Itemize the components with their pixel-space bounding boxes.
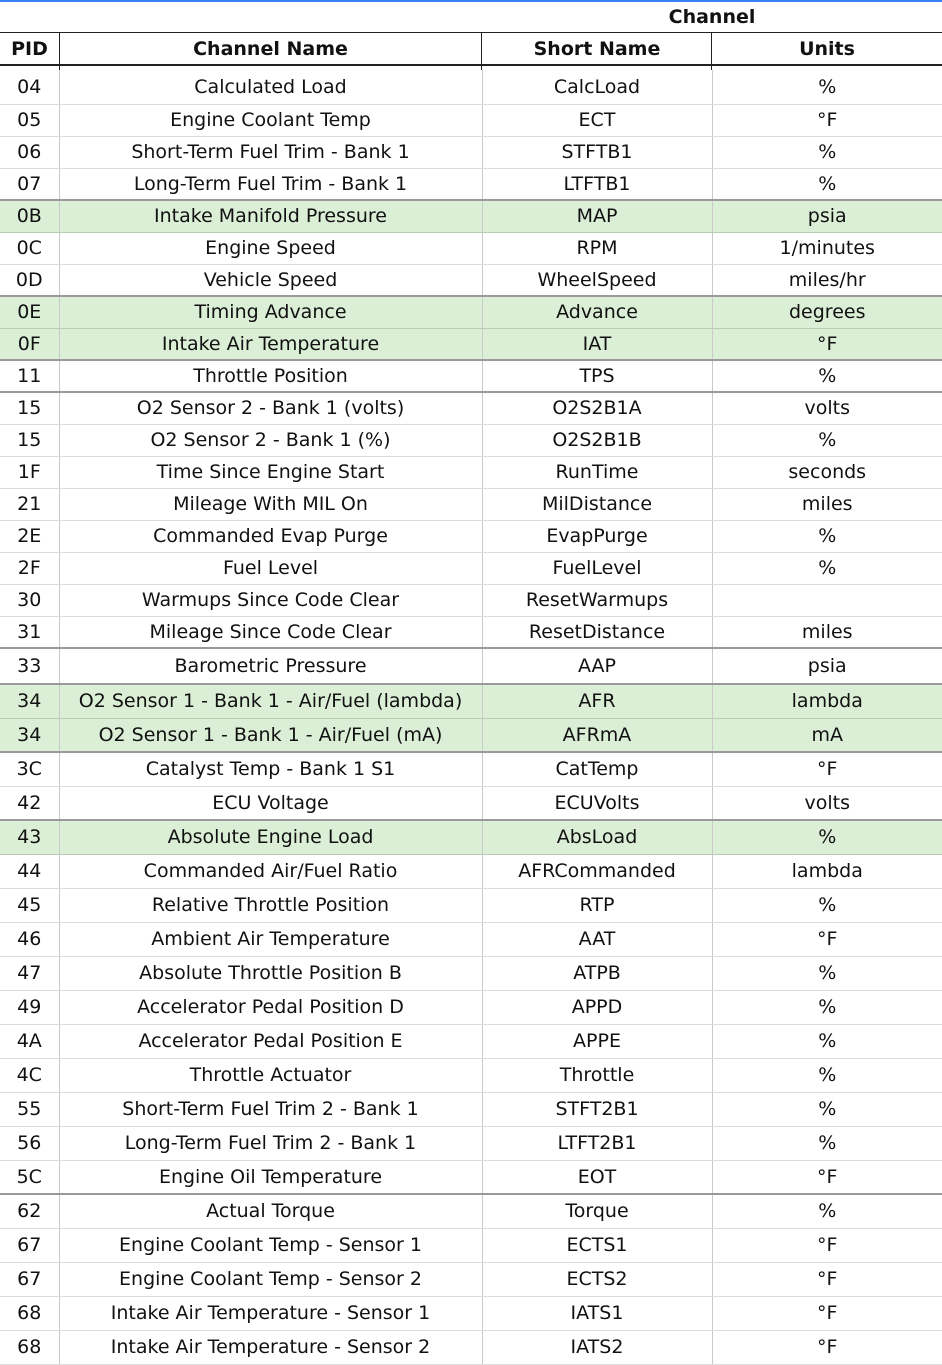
cell-units[interactable]: % bbox=[712, 888, 942, 922]
cell-units[interactable]: °F bbox=[712, 1228, 942, 1262]
header-divider bbox=[59, 32, 60, 70]
cell-pid[interactable]: 31 bbox=[0, 616, 59, 648]
cell-channel-name[interactable]: ECU Voltage bbox=[59, 786, 482, 820]
cell-pid[interactable]: 06 bbox=[0, 136, 59, 168]
cell-channel-name[interactable]: Accelerator Pedal Position E bbox=[59, 1024, 482, 1058]
cell-short-name[interactable]: STFTB1 bbox=[482, 136, 712, 168]
table-row bbox=[0, 990, 942, 1024]
cell-channel-name[interactable]: Engine Speed bbox=[59, 232, 482, 264]
cell-pid[interactable]: 21 bbox=[0, 488, 59, 520]
cell-channel-name[interactable]: Barometric Pressure bbox=[59, 648, 482, 684]
cell-channel-name[interactable]: Fuel Level bbox=[59, 552, 482, 584]
cell-units[interactable]: % bbox=[712, 990, 942, 1024]
table-row bbox=[0, 328, 942, 360]
cell-channel-name[interactable]: Throttle Position bbox=[59, 360, 482, 392]
table-row bbox=[0, 584, 942, 616]
cell-short-name[interactable]: EvapPurge bbox=[482, 520, 712, 552]
table-row bbox=[0, 520, 942, 552]
table-row bbox=[0, 956, 942, 990]
cell-short-name[interactable]: Advance bbox=[482, 296, 712, 328]
column-header-pid[interactable]: PID bbox=[0, 32, 59, 66]
cell-channel-name[interactable]: Vehicle Speed bbox=[59, 264, 482, 296]
cell-short-name[interactable]: LTFTB1 bbox=[482, 168, 712, 200]
cell-short-name[interactable]: CatTemp bbox=[482, 752, 712, 786]
cell-short-name[interactable]: AbsLoad bbox=[482, 820, 712, 854]
table-row bbox=[0, 888, 942, 922]
table-row bbox=[0, 360, 942, 392]
cell-short-name[interactable]: AAP bbox=[482, 648, 712, 684]
cell-units[interactable]: % bbox=[712, 424, 942, 456]
cell-channel-name[interactable]: Intake Air Temperature bbox=[59, 328, 482, 360]
cell-short-name[interactable]: EOT bbox=[482, 1160, 712, 1194]
cell-pid[interactable]: 2F bbox=[0, 552, 59, 584]
cell-channel-name[interactable]: O2 Sensor 2 - Bank 1 (%) bbox=[59, 424, 482, 456]
table-row bbox=[0, 616, 942, 648]
cell-units[interactable]: degrees bbox=[712, 296, 942, 328]
cell-pid[interactable]: 0B bbox=[0, 200, 59, 232]
cell-short-name[interactable]: ResetDistance bbox=[482, 616, 712, 648]
cell-pid[interactable]: 45 bbox=[0, 888, 59, 922]
cell-channel-name[interactable]: Short-Term Fuel Trim 2 - Bank 1 bbox=[59, 1092, 482, 1126]
cell-short-name[interactable]: LTFT2B1 bbox=[482, 1126, 712, 1160]
cell-units[interactable]: °F bbox=[712, 1296, 942, 1330]
cell-units[interactable]: % bbox=[712, 360, 942, 392]
cell-channel-name[interactable]: Time Since Engine Start bbox=[59, 456, 482, 488]
cell-short-name[interactable]: TPS bbox=[482, 360, 712, 392]
cell-channel-name[interactable]: Warmups Since Code Clear bbox=[59, 584, 482, 616]
cell-units[interactable]: volts bbox=[712, 392, 942, 424]
cell-channel-name[interactable]: Short-Term Fuel Trim - Bank 1 bbox=[59, 136, 482, 168]
cell-channel-name[interactable]: O2 Sensor 1 - Bank 1 - Air/Fuel (lambda) bbox=[59, 684, 482, 718]
cell-short-name[interactable]: IATS2 bbox=[482, 1330, 712, 1364]
cell-channel-name[interactable]: Accelerator Pedal Position D bbox=[59, 990, 482, 1024]
cell-units[interactable] bbox=[712, 584, 942, 616]
cell-short-name[interactable]: WheelSpeed bbox=[482, 264, 712, 296]
cell-units[interactable]: miles bbox=[712, 488, 942, 520]
table-row bbox=[0, 264, 942, 296]
cell-pid[interactable]: 67 bbox=[0, 1228, 59, 1262]
cell-units[interactable]: °F bbox=[712, 104, 942, 136]
cell-short-name[interactable]: IAT bbox=[482, 328, 712, 360]
table-row bbox=[0, 1126, 942, 1160]
cell-units[interactable]: °F bbox=[712, 1330, 942, 1364]
header-divider bbox=[481, 32, 482, 70]
table-row bbox=[0, 820, 942, 854]
cell-units[interactable]: miles/hr bbox=[712, 264, 942, 296]
cell-units[interactable]: °F bbox=[712, 752, 942, 786]
cell-short-name[interactable]: ATPB bbox=[482, 956, 712, 990]
cell-units[interactable]: volts bbox=[712, 786, 942, 820]
cell-units[interactable]: % bbox=[712, 1024, 942, 1058]
cell-pid[interactable]: 47 bbox=[0, 956, 59, 990]
cell-short-name[interactable]: Throttle bbox=[482, 1058, 712, 1092]
cell-pid[interactable]: 46 bbox=[0, 922, 59, 956]
cell-units[interactable]: °F bbox=[712, 1262, 942, 1296]
cell-pid[interactable]: 68 bbox=[0, 1330, 59, 1364]
table-row bbox=[0, 1228, 942, 1262]
table-row bbox=[0, 488, 942, 520]
cell-short-name[interactable]: O2S2B1A bbox=[482, 392, 712, 424]
cell-channel-name[interactable]: Long-Term Fuel Trim 2 - Bank 1 bbox=[59, 1126, 482, 1160]
cell-pid[interactable]: 2E bbox=[0, 520, 59, 552]
table-row bbox=[0, 1330, 942, 1364]
cell-units[interactable]: % bbox=[712, 1126, 942, 1160]
cell-units[interactable]: lambda bbox=[712, 684, 942, 718]
cell-units[interactable]: miles bbox=[712, 616, 942, 648]
cell-pid[interactable]: 30 bbox=[0, 584, 59, 616]
table-row bbox=[0, 552, 942, 584]
cell-units[interactable]: seconds bbox=[712, 456, 942, 488]
cell-pid[interactable]: 4C bbox=[0, 1058, 59, 1092]
cell-channel-name[interactable]: Ambient Air Temperature bbox=[59, 922, 482, 956]
cell-short-name[interactable]: ECTS1 bbox=[482, 1228, 712, 1262]
cell-channel-name[interactable]: Commanded Evap Purge bbox=[59, 520, 482, 552]
cell-pid[interactable]: 3C bbox=[0, 752, 59, 786]
table-row bbox=[0, 718, 942, 752]
cell-pid[interactable]: 1F bbox=[0, 456, 59, 488]
cell-channel-name[interactable]: Engine Coolant Temp - Sensor 1 bbox=[59, 1228, 482, 1262]
cell-channel-name[interactable]: Intake Air Temperature - Sensor 2 bbox=[59, 1330, 482, 1364]
header-divider bbox=[711, 32, 712, 70]
table-row bbox=[0, 786, 942, 820]
cell-pid[interactable]: 5C bbox=[0, 1160, 59, 1194]
cell-short-name[interactable]: AFRCommanded bbox=[482, 854, 712, 888]
table-row bbox=[0, 1160, 942, 1194]
cell-channel-name[interactable]: Relative Throttle Position bbox=[59, 888, 482, 922]
cell-pid[interactable]: 55 bbox=[0, 1092, 59, 1126]
cell-units[interactable]: % bbox=[712, 820, 942, 854]
cell-channel-name[interactable]: Actual Torque bbox=[59, 1194, 482, 1228]
channel-table bbox=[0, 70, 942, 1365]
cell-short-name[interactable]: APPD bbox=[482, 990, 712, 1024]
cell-channel-name[interactable]: Intake Air Temperature - Sensor 1 bbox=[59, 1296, 482, 1330]
cell-channel-name[interactable]: Absolute Throttle Position B bbox=[59, 956, 482, 990]
cell-short-name[interactable]: AAT bbox=[482, 922, 712, 956]
cell-pid[interactable]: 15 bbox=[0, 392, 59, 424]
cell-units[interactable]: % bbox=[712, 520, 942, 552]
cell-short-name[interactable]: RunTime bbox=[482, 456, 712, 488]
cell-channel-name[interactable]: Intake Manifold Pressure bbox=[59, 200, 482, 232]
cell-channel-name[interactable]: O2 Sensor 2 - Bank 1 (volts) bbox=[59, 392, 482, 424]
cell-pid[interactable]: 0F bbox=[0, 328, 59, 360]
column-header-short-name[interactable]: Short Name bbox=[482, 32, 712, 66]
cell-units[interactable]: psia bbox=[712, 200, 942, 232]
cell-units[interactable]: °F bbox=[712, 1160, 942, 1194]
cell-channel-name[interactable]: Engine Coolant Temp bbox=[59, 104, 482, 136]
table-row bbox=[0, 1092, 942, 1126]
table-row bbox=[0, 1194, 942, 1228]
table-row bbox=[0, 456, 942, 488]
cell-pid[interactable]: 34 bbox=[0, 684, 59, 718]
cell-pid[interactable]: 4A bbox=[0, 1024, 59, 1058]
cell-short-name[interactable]: RTP bbox=[482, 888, 712, 922]
cell-short-name[interactable]: ECT bbox=[482, 104, 712, 136]
cell-short-name[interactable]: CalcLoad bbox=[482, 70, 712, 104]
cell-channel-name[interactable]: Commanded Air/Fuel Ratio bbox=[59, 854, 482, 888]
cell-pid[interactable]: 0E bbox=[0, 296, 59, 328]
column-header-units[interactable]: Units bbox=[712, 32, 942, 66]
table-row bbox=[0, 136, 942, 168]
cell-units[interactable]: lambda bbox=[712, 854, 942, 888]
table-row bbox=[0, 1262, 942, 1296]
cell-units[interactable]: % bbox=[712, 956, 942, 990]
cell-channel-name[interactable]: Mileage Since Code Clear bbox=[59, 616, 482, 648]
cell-units[interactable]: % bbox=[712, 1058, 942, 1092]
cell-pid[interactable]: 67 bbox=[0, 1262, 59, 1296]
cell-pid[interactable]: 05 bbox=[0, 104, 59, 136]
cell-channel-name[interactable]: Mileage With MIL On bbox=[59, 488, 482, 520]
cell-units[interactable]: % bbox=[712, 168, 942, 200]
cell-pid[interactable]: 62 bbox=[0, 1194, 59, 1228]
cell-units[interactable]: mA bbox=[712, 718, 942, 752]
table-row bbox=[0, 296, 942, 328]
cell-pid[interactable]: 49 bbox=[0, 990, 59, 1024]
table-row bbox=[0, 648, 942, 684]
cell-channel-name[interactable]: Calculated Load bbox=[59, 70, 482, 104]
cell-pid[interactable]: 11 bbox=[0, 360, 59, 392]
cell-short-name[interactable]: RPM bbox=[482, 232, 712, 264]
table-row bbox=[0, 1296, 942, 1330]
cell-pid[interactable]: 43 bbox=[0, 820, 59, 854]
cell-units[interactable]: % bbox=[712, 1194, 942, 1228]
cell-short-name[interactable]: IATS1 bbox=[482, 1296, 712, 1330]
cell-channel-name[interactable]: O2 Sensor 1 - Bank 1 - Air/Fuel (mA) bbox=[59, 718, 482, 752]
table-row bbox=[0, 424, 942, 456]
table-row bbox=[0, 1024, 942, 1058]
cell-channel-name[interactable]: Absolute Engine Load bbox=[59, 820, 482, 854]
cell-units[interactable]: psia bbox=[712, 648, 942, 684]
cell-pid[interactable]: 07 bbox=[0, 168, 59, 200]
cell-pid[interactable]: 15 bbox=[0, 424, 59, 456]
cell-short-name[interactable]: AFR bbox=[482, 684, 712, 718]
table-row bbox=[0, 854, 942, 888]
cell-units[interactable]: 1/minutes bbox=[712, 232, 942, 264]
cell-channel-name[interactable]: Long-Term Fuel Trim - Bank 1 bbox=[59, 168, 482, 200]
table-row bbox=[0, 1058, 942, 1092]
cell-channel-name[interactable]: Timing Advance bbox=[59, 296, 482, 328]
table-row bbox=[0, 70, 942, 104]
cell-pid[interactable]: 0D bbox=[0, 264, 59, 296]
table-row bbox=[0, 684, 942, 718]
cell-short-name[interactable]: MAP bbox=[482, 200, 712, 232]
cell-units[interactable]: % bbox=[712, 136, 942, 168]
cell-short-name[interactable]: MilDistance bbox=[482, 488, 712, 520]
table-row bbox=[0, 392, 942, 424]
cell-short-name[interactable]: Torque bbox=[482, 1194, 712, 1228]
cell-units[interactable]: °F bbox=[712, 328, 942, 360]
group-header-channel[interactable]: Channel bbox=[668, 6, 756, 28]
cell-short-name[interactable]: ECUVolts bbox=[482, 786, 712, 820]
cell-units[interactable]: % bbox=[712, 70, 942, 104]
table-row bbox=[0, 168, 942, 200]
cell-channel-name[interactable]: Catalyst Temp - Bank 1 S1 bbox=[59, 752, 482, 786]
cell-pid[interactable]: 42 bbox=[0, 786, 59, 820]
table-row bbox=[0, 104, 942, 136]
cell-pid[interactable]: 44 bbox=[0, 854, 59, 888]
cell-short-name[interactable]: ResetWarmups bbox=[482, 584, 712, 616]
cell-pid[interactable]: 68 bbox=[0, 1296, 59, 1330]
table-row bbox=[0, 752, 942, 786]
cell-channel-name[interactable]: Engine Oil Temperature bbox=[59, 1160, 482, 1194]
cell-short-name[interactable]: AFRmA bbox=[482, 718, 712, 752]
cell-pid[interactable]: 34 bbox=[0, 718, 59, 752]
cell-units[interactable]: °F bbox=[712, 922, 942, 956]
cell-channel-name[interactable]: Throttle Actuator bbox=[59, 1058, 482, 1092]
cell-pid[interactable]: 0C bbox=[0, 232, 59, 264]
table-row bbox=[0, 232, 942, 264]
cell-pid[interactable]: 56 bbox=[0, 1126, 59, 1160]
cell-short-name[interactable]: O2S2B1B bbox=[482, 424, 712, 456]
cell-pid[interactable]: 04 bbox=[0, 70, 59, 104]
table-row bbox=[0, 922, 942, 956]
cell-channel-name[interactable]: Engine Coolant Temp - Sensor 2 bbox=[59, 1262, 482, 1296]
cell-units[interactable]: % bbox=[712, 552, 942, 584]
cell-short-name[interactable]: APPE bbox=[482, 1024, 712, 1058]
cell-short-name[interactable]: STFT2B1 bbox=[482, 1092, 712, 1126]
cell-pid[interactable]: 33 bbox=[0, 648, 59, 684]
cell-short-name[interactable]: FuelLevel bbox=[482, 552, 712, 584]
table-row bbox=[0, 200, 942, 232]
cell-short-name[interactable]: ECTS2 bbox=[482, 1262, 712, 1296]
column-header-channel-name[interactable]: Channel Name bbox=[59, 32, 482, 66]
cell-units[interactable]: % bbox=[712, 1092, 942, 1126]
